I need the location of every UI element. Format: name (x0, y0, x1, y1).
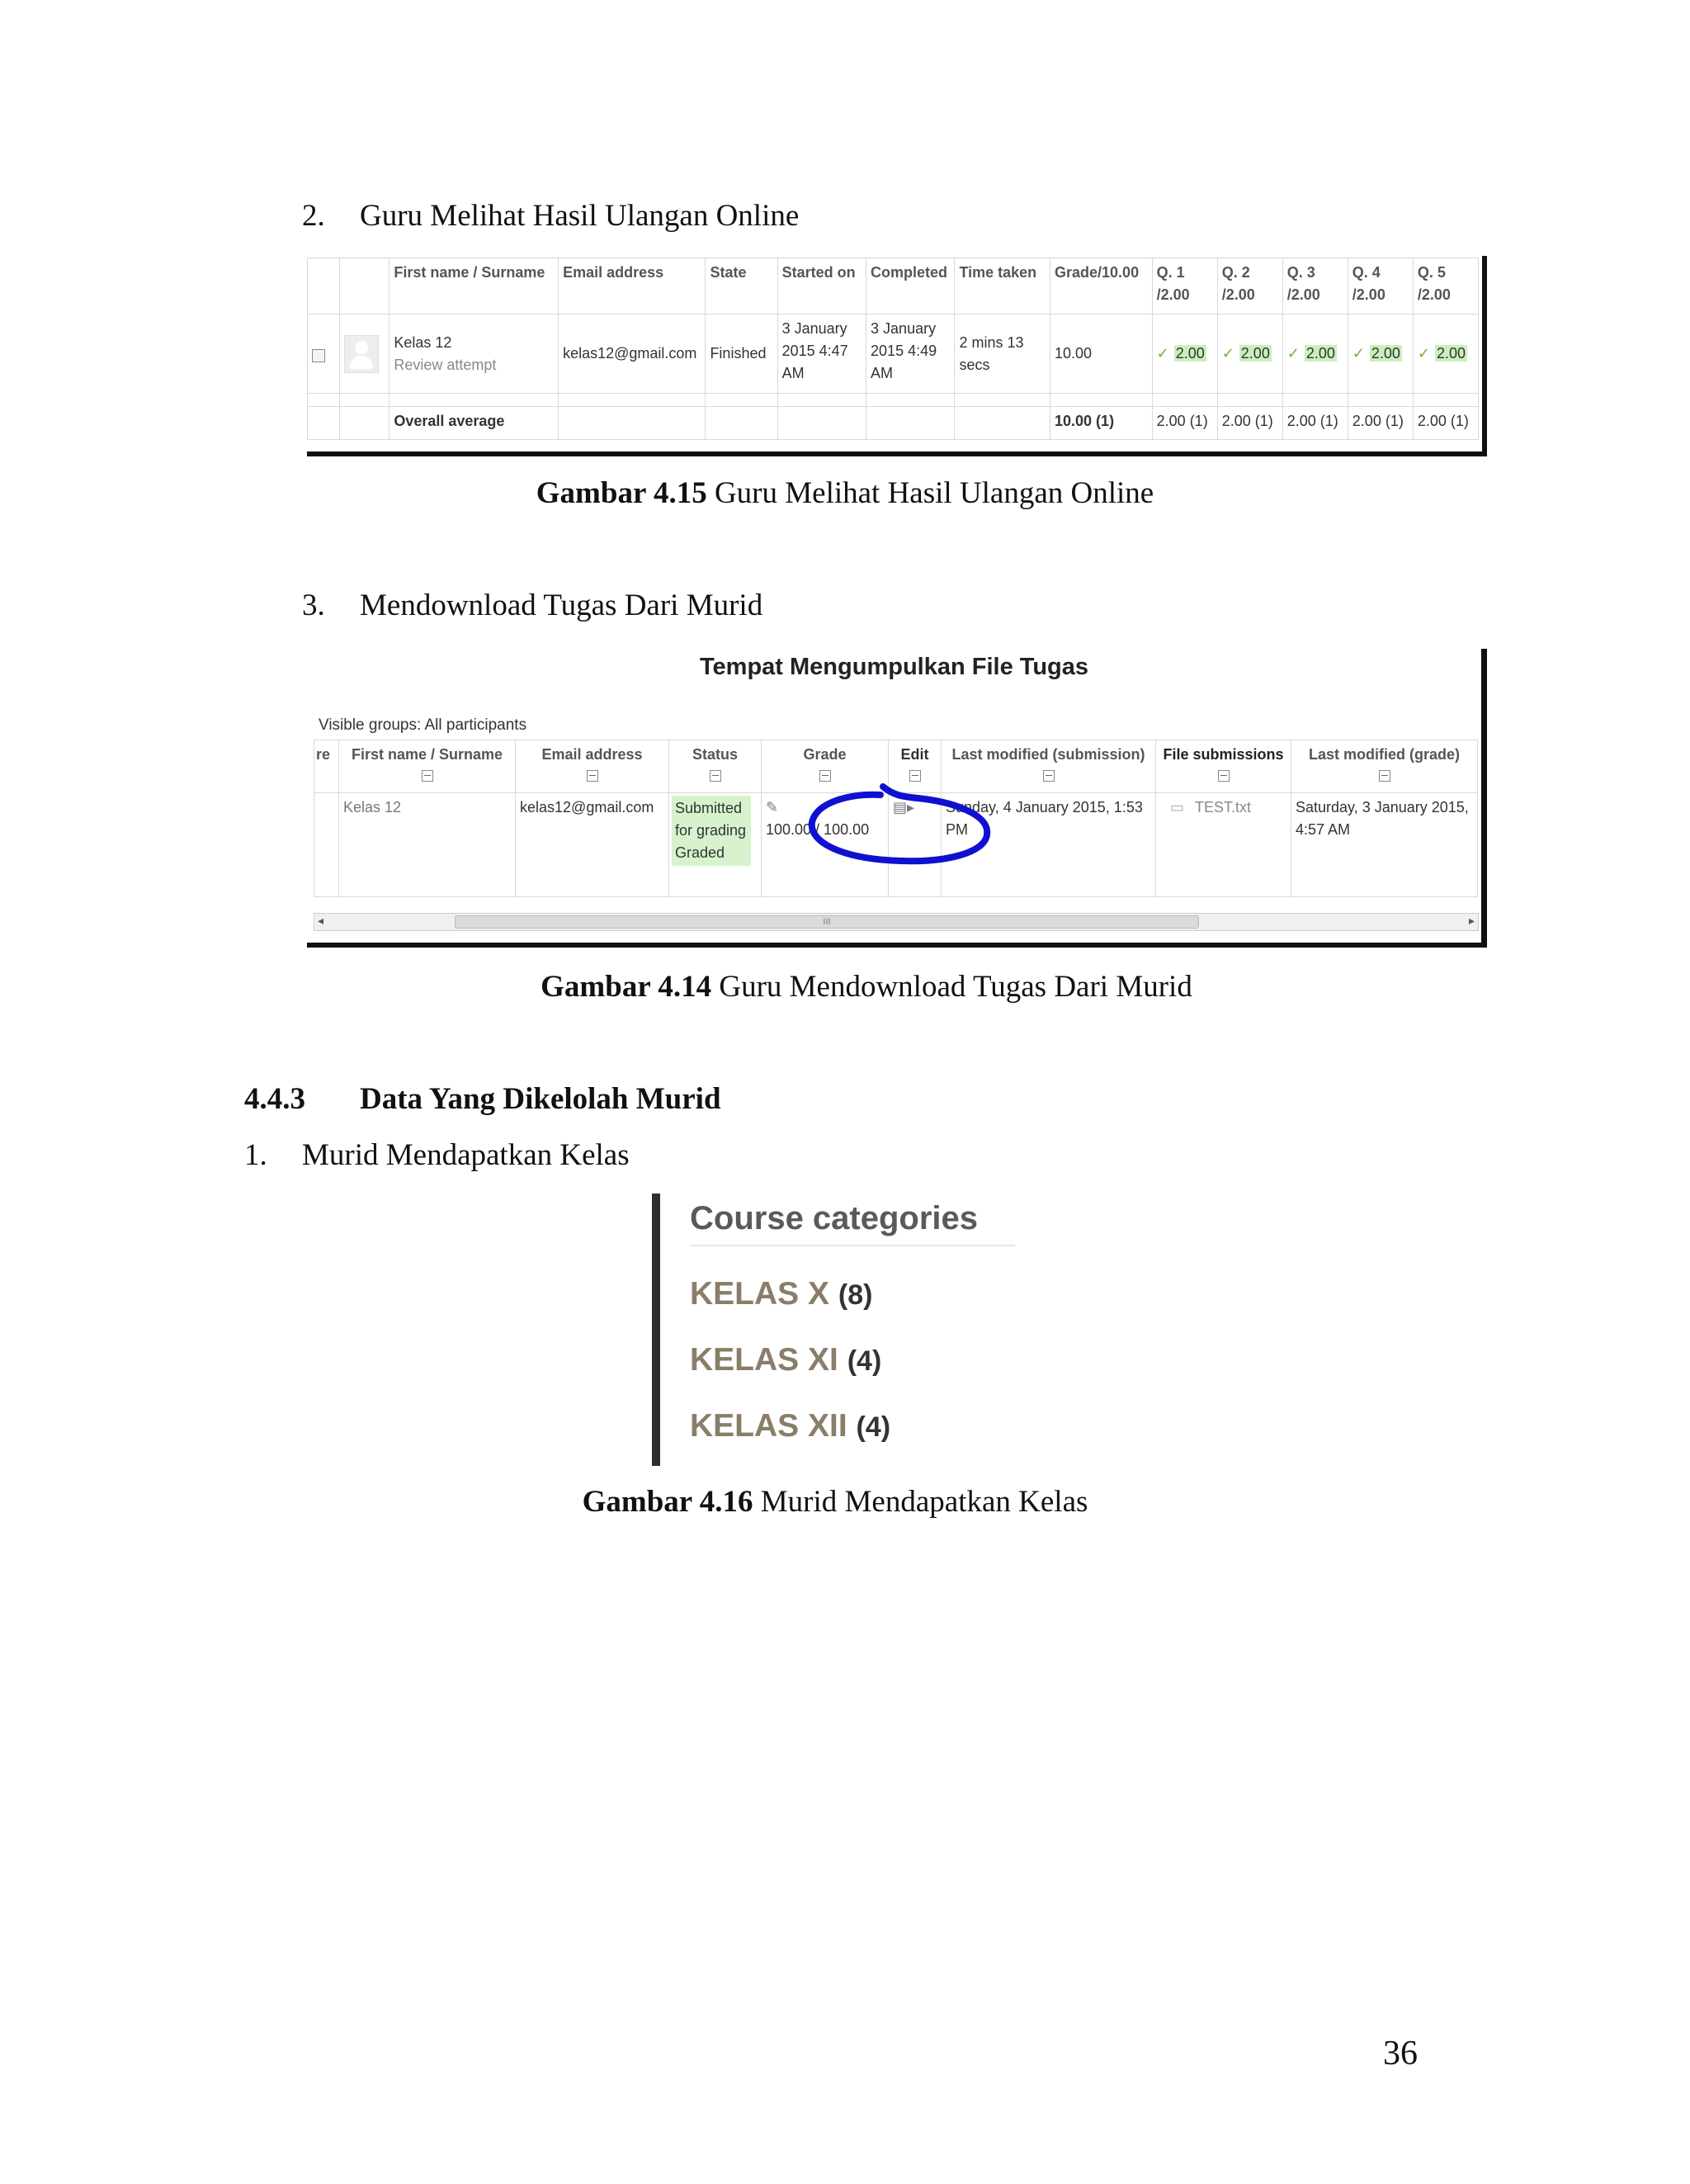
check-icon: ✓ (1352, 345, 1365, 362)
highlight-circle-stroke (812, 787, 987, 861)
page-number: 36 (1383, 2035, 1418, 2073)
figure-caption-4-14 (0, 969, 1690, 1005)
category-link-kelas-xi[interactable] (690, 1342, 881, 1378)
scroll-left-arrow[interactable]: ◂ (318, 914, 324, 927)
edit-grade-icon[interactable]: ✎ (766, 799, 779, 815)
col-header-label: Grade (803, 746, 847, 763)
visible-groups-label: Visible groups: All participants (319, 716, 527, 734)
col-header[interactable]: First name / Surname (389, 258, 559, 314)
item-2-heading (302, 198, 799, 234)
caption-label: Gambar 4.16 (582, 1485, 753, 1519)
q-score-cell[interactable] (1413, 314, 1478, 394)
section-heading (244, 1081, 721, 1118)
row-select-cell (308, 314, 340, 394)
figure-caption-4-16 (0, 1484, 1670, 1520)
col-header[interactable]: Grade/10.00 (1050, 258, 1153, 314)
avatar (344, 335, 379, 373)
collapse-icon[interactable] (422, 770, 433, 782)
completed-cell: 3 January 2015 4:49 AM (866, 314, 955, 394)
email-cell: kelas12@gmail.com (516, 793, 669, 897)
average-grade: 10.00 (1) (1050, 407, 1153, 440)
category-name: KELAS X (690, 1276, 830, 1312)
average-label: Overall average (389, 407, 559, 440)
category-link-kelas-xii[interactable] (690, 1408, 890, 1444)
category-count: (4) (856, 1411, 891, 1443)
quiz-results-table (307, 258, 1479, 440)
col-header-label: First name / Surname (351, 746, 503, 763)
scrollbar-thumb[interactable] (455, 915, 1199, 929)
q-score-cell[interactable] (1152, 314, 1217, 394)
col-header-label: Email address (541, 746, 643, 763)
check-icon: ✓ (1156, 345, 1169, 362)
col-header[interactable]: re (314, 740, 339, 793)
title-underline (690, 1245, 1015, 1246)
started-cell: 3 January 2015 4:47 AM (777, 314, 866, 394)
status-badge: Submitted for grading Graded (672, 796, 751, 866)
caption-text: Guru Mendownload Tugas Dari Murid (711, 970, 1192, 1004)
student-name-link[interactable]: Kelas 12 (394, 333, 452, 351)
horizontal-scrollbar[interactable] (314, 913, 1479, 931)
course-categories-title: Course categories (690, 1200, 979, 1236)
col-header[interactable]: Q. 4 /2.00 (1348, 258, 1413, 314)
category-name: KELAS XII (690, 1408, 847, 1444)
collapse-icon[interactable] (1379, 770, 1390, 782)
q-score-cell[interactable] (1282, 314, 1348, 394)
item-text: Mendownload Tugas Dari Murid (360, 589, 763, 622)
last-modified-grade-cell: Saturday, 3 January 2015, 4:57 AM (1291, 793, 1478, 897)
scroll-right-arrow[interactable]: ▸ (1468, 914, 1475, 927)
col-header-label: Status (692, 746, 738, 763)
course-categories-screenshot (652, 1194, 1023, 1466)
col-header[interactable]: Q. 3 /2.00 (1282, 258, 1348, 314)
col-header-label: Last modified (grade) (1308, 746, 1460, 763)
item-text: Murid Mendapatkan Kelas (302, 1138, 630, 1172)
table-row (308, 314, 1479, 394)
collapse-icon[interactable] (710, 770, 721, 782)
col-header[interactable] (1156, 740, 1291, 793)
table-header-row (308, 258, 1479, 314)
average-q-score: 2.00 (1) (1152, 407, 1217, 440)
highlight-circle (802, 777, 1000, 876)
col-header-label: File submissions (1163, 746, 1284, 763)
col-header[interactable]: Time taken (955, 258, 1050, 314)
select-header (308, 258, 340, 314)
picture-header (339, 258, 389, 314)
section-title: Data Yang Dikelolah Murid (360, 1082, 721, 1116)
email-cell: kelas12@gmail.com (559, 314, 706, 394)
q-score: 2.00 (1305, 345, 1335, 362)
item-number: 1. (244, 1138, 267, 1172)
panel-left-bar (652, 1194, 660, 1466)
assignment-title: Tempat Mengumpulkan File Tugas (699, 654, 1089, 680)
col-header[interactable]: Email address (559, 258, 706, 314)
status-cell (669, 793, 762, 897)
q-score: 2.00 (1240, 345, 1270, 362)
collapse-icon[interactable] (1218, 770, 1230, 782)
col-header-label: Last modified (submission) (951, 746, 1145, 763)
review-attempt-link[interactable]: Review attempt (394, 356, 497, 373)
collapse-icon[interactable] (587, 770, 598, 782)
assignment-submissions-screenshot (307, 649, 1487, 948)
average-q-score: 2.00 (1) (1413, 407, 1478, 440)
category-count: (4) (847, 1345, 882, 1377)
time-taken-cell: 2 mins 13 secs (955, 314, 1050, 394)
q-score-cell[interactable] (1348, 314, 1413, 394)
check-icon: ✓ (1417, 345, 1430, 362)
item-1-heading (244, 1137, 630, 1174)
row-spacer-cell (314, 793, 339, 897)
col-header[interactable] (1291, 740, 1478, 793)
col-header[interactable] (669, 740, 762, 793)
item-text: Guru Melihat Hasil Ulangan Online (360, 199, 800, 233)
caption-label: Gambar 4.15 (536, 476, 707, 510)
row-checkbox[interactable] (312, 349, 325, 362)
item-number: 2. (302, 199, 325, 233)
check-icon: ✓ (1286, 345, 1300, 362)
average-q-score: 2.00 (1) (1217, 407, 1282, 440)
category-name: KELAS XI (690, 1342, 838, 1378)
col-header[interactable]: Q. 5 /2.00 (1413, 258, 1478, 314)
file-icon: ▭ (1170, 799, 1185, 815)
q-score: 2.00 (1436, 345, 1466, 362)
q-score: 2.00 (1371, 345, 1400, 362)
col-header[interactable] (339, 740, 516, 793)
col-header[interactable] (516, 740, 669, 793)
col-header[interactable]: Q. 1 /2.00 (1152, 258, 1217, 314)
q-score-cell[interactable] (1217, 314, 1282, 394)
name-cell[interactable]: Kelas 12 (339, 793, 516, 897)
figure-caption-4-15 (0, 475, 1690, 512)
col-header[interactable]: Q. 2 /2.00 (1217, 258, 1282, 314)
check-icon: ✓ (1221, 345, 1234, 362)
average-row (308, 407, 1479, 440)
grade-value: 100.00 / 100.00 (766, 821, 870, 838)
col-header[interactable]: Completed (866, 258, 955, 314)
col-header[interactable]: Started on (777, 258, 866, 314)
col-header-label: Edit (900, 746, 929, 763)
spacer-row (308, 394, 1479, 407)
state-cell: Finished (706, 314, 777, 394)
scrollbar-grip: III (823, 917, 831, 927)
caption-text: Murid Mendapatkan Kelas (753, 1485, 1088, 1519)
caption-label: Gambar 4.14 (541, 970, 712, 1004)
edit-menu-icon[interactable]: ▤▸ (893, 799, 915, 815)
file-link[interactable]: TEST.txt (1195, 799, 1252, 815)
quiz-results-screenshot (307, 256, 1487, 456)
category-link-kelas-x[interactable] (690, 1276, 872, 1312)
item-number: 3. (302, 589, 325, 622)
item-3-heading (302, 588, 762, 624)
grade-cell[interactable]: 10.00 (1050, 314, 1153, 394)
q-score: 2.00 (1175, 345, 1205, 362)
col-header[interactable]: State (706, 258, 777, 314)
average-q-score: 2.00 (1) (1348, 407, 1413, 440)
caption-text: Guru Melihat Hasil Ulangan Online (706, 476, 1154, 510)
file-submissions-cell[interactable] (1156, 793, 1291, 897)
collapse-icon[interactable] (1043, 770, 1055, 782)
name-cell (389, 314, 559, 394)
last-modified-submission-cell: Sunday, 4 January 2015, 1:53 PM (942, 793, 1156, 897)
category-count: (8) (838, 1279, 873, 1311)
average-q-score: 2.00 (1) (1282, 407, 1348, 440)
section-number: 4.4.3 (244, 1082, 305, 1116)
avatar-cell (339, 314, 389, 394)
